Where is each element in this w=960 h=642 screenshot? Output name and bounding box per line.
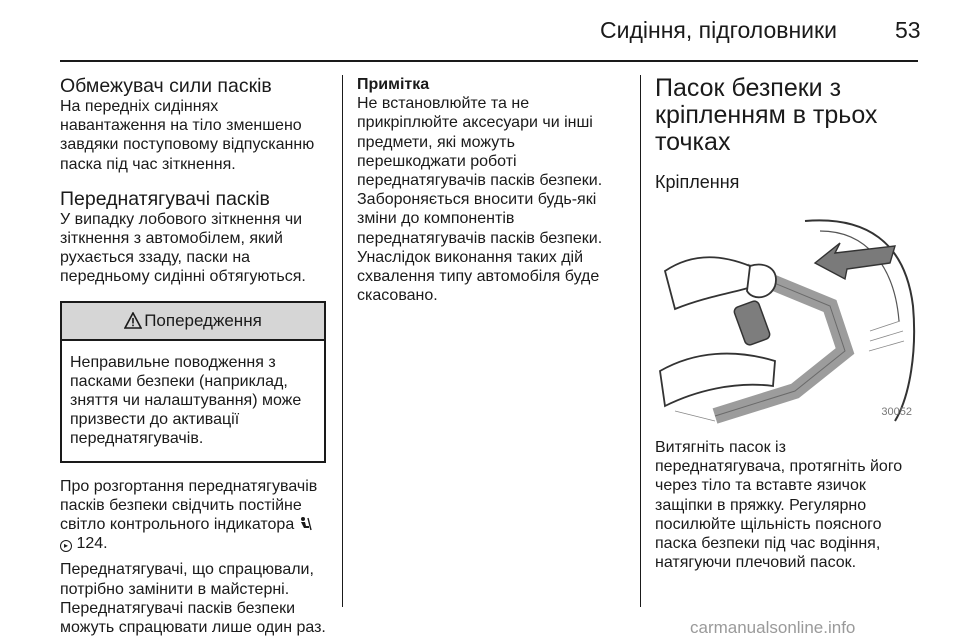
column-middle <box>357 75 629 305</box>
text-line: переднатягувачів пасків безпеки. <box>357 229 603 247</box>
paragraph-replacement <box>60 560 332 637</box>
text-line: зняття чи налаштування) може <box>70 392 302 410</box>
paragraph-fastening <box>655 438 920 572</box>
text-line: предмети, які можуть <box>357 133 515 151</box>
section-heading-force-limiter: Обмежувач сили пасків <box>60 75 272 97</box>
paragraph-pretensioners <box>60 210 332 287</box>
text-line: передньому сидінні обтягуються. <box>60 268 306 286</box>
seatbelt-indicator-icon <box>299 516 313 531</box>
page-reference[interactable]: 124. <box>76 535 108 553</box>
paragraph-force-limiter <box>60 97 332 174</box>
column-right <box>655 75 920 572</box>
text-line: скасовано. <box>357 287 438 305</box>
text-line: навантаження на тіло зменшено <box>60 117 302 135</box>
text-line: переднатягувачів пасків безпеки. <box>357 172 603 190</box>
text-line: завдяки поступовому відпусканню <box>60 136 315 154</box>
warning-triangle-icon <box>124 312 142 329</box>
text-line: зіткнення з автомобілем, який <box>60 230 283 248</box>
text-line: прикріплюйте аксесуари чи інші <box>357 114 593 132</box>
text-line <box>60 534 332 553</box>
subheading-fastening: Кріплення <box>655 172 740 192</box>
text-line: пасками безпеки (наприклад, <box>70 372 288 390</box>
text-line: Неправильне поводження з <box>70 353 276 371</box>
warning-title: Попередження <box>144 310 262 330</box>
text-line: зміни до компонентів <box>357 210 515 228</box>
column-left <box>60 75 332 637</box>
text-line: посилюйте щільність поясного <box>655 515 882 533</box>
text-line: рухається ззаду, паски на <box>60 249 251 267</box>
column-divider <box>640 75 641 607</box>
header-divider <box>60 60 918 62</box>
text-line: можуть спрацювати лише один раз. <box>60 619 326 637</box>
text-line: Переднатягувачі, що спрацювали, <box>60 561 314 579</box>
text-line: через тіло та вставте язичок <box>655 477 866 495</box>
note-body <box>357 94 629 305</box>
text-line: потрібно замінити в майстерні. <box>60 580 290 598</box>
text-line: переднатягувачів. <box>70 430 204 448</box>
text-line: Про розгортання переднатягувачів <box>60 477 318 495</box>
note-label: Примітка <box>357 76 430 93</box>
page-number: 53 <box>895 17 921 43</box>
text-line: Переднатягувачі пасків безпеки <box>60 599 296 617</box>
warning-header <box>62 303 324 341</box>
text-line: Забороняється вносити будь-які <box>357 191 597 209</box>
figure-number: 30052 <box>881 406 912 418</box>
text-line: призвести до активації <box>70 411 240 429</box>
page-ref-arrow-icon: ▸ <box>60 540 72 552</box>
column-divider <box>342 75 343 607</box>
text-line: паска під час зіткнення. <box>60 155 236 173</box>
title-line: Пасок безпеки з <box>655 74 842 102</box>
seatbelt-illustration <box>655 211 920 426</box>
seatbelt-drawing <box>655 211 920 426</box>
text-line: Не встановлюйте та не <box>357 95 530 113</box>
text-line: На передніх сидіннях <box>60 98 219 115</box>
watermark: carmanualsonline.info <box>690 618 856 637</box>
text-line: перешкоджати роботі <box>357 152 517 170</box>
text-line: защіпки в пряжку. Регулярно <box>655 496 867 514</box>
text-line: Витягніть пасок із <box>655 439 786 456</box>
section-heading-pretensioners: Переднатягувачі пасків <box>60 187 270 210</box>
text-line: пасків безпеки свідчить постійне <box>60 496 302 514</box>
section-title <box>655 75 920 156</box>
title-line: точках <box>655 128 731 156</box>
text-line: схвалення типу автомобіля буде <box>357 268 600 286</box>
warning-box <box>60 301 326 463</box>
text-line: натягуючи плечовий пасок. <box>655 554 857 572</box>
text-line: Унаслідок виконання таких дій <box>357 248 584 266</box>
paragraph-indicator <box>60 477 332 554</box>
text-line: світло контрольного індикатора <box>60 515 332 534</box>
text-line: переднатягувача, протягніть його <box>655 458 903 476</box>
title-line: кріпленням в трьох <box>655 101 878 129</box>
text-line: У випадку лобового зіткнення чи <box>60 210 303 228</box>
warning-body <box>62 341 324 461</box>
text-line: паска безпеки під час водіння, <box>655 535 881 553</box>
page-header-title: Сидіння, підголовники <box>600 17 837 43</box>
